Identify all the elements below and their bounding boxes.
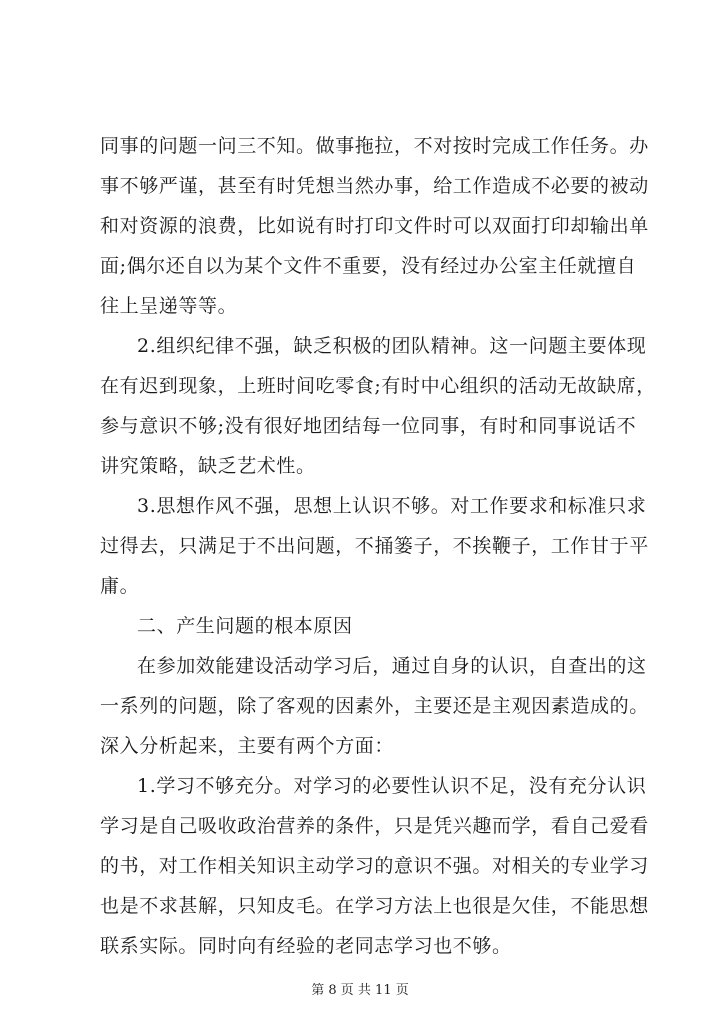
body-text-line: 往上呈递等等。: [100, 295, 238, 317]
body-text-line: 的书，对工作相关知识主动学习的意识不强。对相关的专业学习: [100, 855, 649, 877]
body-text-line: 庸。: [100, 575, 140, 597]
body-text-line: 参与意识不够;没有很好地团结每一位同事，有时和同事说话不: [100, 415, 637, 437]
body-text-line: 也是不求甚解，只知皮毛。在学习方法上也很是欠佳，不能思想: [100, 895, 649, 917]
body-text-line: 事不够严谨，甚至有时凭想当然办事，给工作造成不必要的被动: [100, 175, 649, 197]
body-text-line: 深入分析起来，主要有两个方面：: [100, 735, 395, 757]
section-heading: 二、产生问题的根本原因: [137, 615, 353, 637]
body-text-line: 联系实际。同时向有经验的老同志学习也不够。: [100, 935, 512, 957]
body-text-line: 讲究策略，缺乏艺术性。: [100, 455, 316, 477]
body-text-line: 同事的问题一问三不知。做事拖拉，不对按时完成工作任务。办: [100, 135, 649, 157]
body-text-line: 在有迟到现象，上班时间吃零食;有时中心组织的活动无故缺席，: [100, 375, 656, 397]
body-text-line: 和对资源的浪费，比如说有时打印文件时可以双面打印却输出单: [100, 215, 649, 237]
paragraph-first-line: 在参加效能建设活动学习后，通过自身的认识，自查出的这: [137, 655, 647, 677]
body-text-line: 过得去，只满足于不出问题，不捅篓子，不挨鞭子，工作甘于平: [100, 535, 649, 557]
paragraph-first-line: 2.组织纪律不强，缺乏积极的团队精神。这一问题主要体现: [137, 335, 647, 357]
body-text-line: 一系列的问题，除了客观的因素外，主要还是主观因素造成的。: [100, 695, 649, 717]
page-footer: 第 8 页 共 11 页: [311, 983, 409, 998]
body-text-line: 面;偶尔还自以为某个文件不重要，没有经过办公室主任就擅自: [100, 255, 637, 277]
body-text-line: 学习是自己吸收政治营养的条件，只是凭兴趣而学，看自己爱看: [100, 815, 649, 837]
paragraph-first-line: 3.思想作风不强，思想上认识不够。对工作要求和标准只求: [137, 495, 647, 517]
paragraph-first-line: 1.学习不够充分。对学习的必要性认识不足，没有充分认识: [137, 775, 647, 797]
